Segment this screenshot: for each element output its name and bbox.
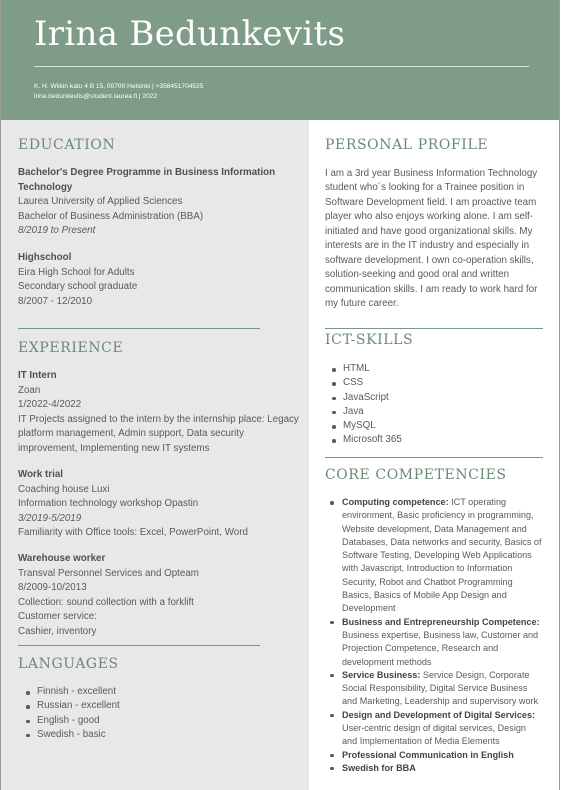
competencies-heading: CORE COMPETENCIES: [325, 467, 507, 483]
education-entry-bachelor: [18, 166, 280, 239]
list-item: MySQL: [331, 419, 402, 433]
education-school: Eira High School for Adults: [18, 266, 135, 278]
section-divider: [18, 328, 260, 329]
list-item: Finnish - excellent: [25, 685, 120, 699]
job-company: Transval Personnel Services and Opteam: [18, 567, 199, 579]
list-item: Russian - excellent: [25, 699, 120, 713]
profile-text: I am a 3rd year Business Information Technology student who´s looking for a Trainee position in Software Development field. I am proactive team player who also enjoys working alone. I am self-initiated and have good organizational skills. My interests are in the IT industry and especially in software development. I own co-operation skills, solution-seeking and good oral and written communication skills. I am ready to work hard for my future career.: [325, 168, 538, 310]
list-item: [325, 669, 543, 709]
ict-heading: ICT-SKILLS: [325, 332, 414, 348]
job-description: Customer service:: [18, 611, 97, 622]
list-item: English - good: [25, 714, 120, 728]
page-border-right: [559, 0, 560, 790]
education-dates: 8/2007 - 12/2010: [18, 295, 93, 307]
competencies-list: [325, 496, 543, 775]
section-divider: [325, 457, 543, 458]
page-border-left: [0, 0, 1, 790]
header-banner: [1, 0, 559, 120]
ict-skills-list: [331, 362, 402, 448]
job-description: IT Projects assigned to the intern by the internship place: Legacy platform management, Admin support, Data security improvement, Implementing new IT systems: [18, 413, 299, 454]
education-school: Laurea University of Applied Sciences: [18, 196, 183, 207]
list-item: Java: [331, 405, 402, 419]
education-degree: Bachelor's Degree Programme in Business Information Technology: [18, 167, 276, 193]
competency-text: Service Design, Corporate Social Responsibility, Digital Service Business and Marketing, Leadership and supervisory work: [342, 669, 539, 707]
list-item: [325, 496, 543, 616]
competency-label: Computing competence:: [342, 497, 449, 507]
list-item: HTML: [331, 362, 402, 376]
section-divider: [18, 645, 260, 646]
competency-text: ICT operating environment, Basic proficiency in programming, Website development, Data Management and Databases, Data networks and security, Basics of Software Testing, Developing Web Applications with Javascript, Introduction to Information Security, Robot and Chatbot Programming Basics, Basics of Mobile App Design and Development: [342, 497, 542, 614]
list-item: [325, 762, 543, 775]
profile-heading: PERSONAL PROFILE: [325, 137, 489, 153]
list-item: Microsoft 365: [331, 433, 402, 447]
education-heading: EDUCATION: [18, 137, 116, 153]
list-item: [325, 616, 543, 669]
education-qualification: Bachelor of Business Administration (BBA): [18, 210, 204, 222]
job-company: Zoan: [18, 384, 41, 396]
job-company: Coaching house Luxi: [18, 483, 110, 495]
contact-address-phone: K. H. Wiikin katu 4 B 15, 00700 Helsinki | +358451704525: [34, 83, 204, 90]
experience-heading: EXPERIENCE: [18, 340, 124, 356]
competency-label: Business and Entrepreneurship Competence:: [342, 616, 540, 627]
competency-label: Swedish for BBA: [342, 762, 416, 773]
education-dates: 8/2019 to Present: [18, 225, 96, 236]
job-dates: 8/2009-10/2013: [18, 582, 87, 593]
job-role: IT Intern: [18, 370, 57, 381]
languages-heading: LANGUAGES: [18, 656, 119, 672]
competency-text: User-centric design of digital services, Design and Implementation of Media Elements: [342, 723, 526, 747]
competency-label: Service Business:: [342, 669, 421, 680]
job-dates: 3/2019-5/2019: [18, 512, 82, 524]
list-item: [325, 709, 543, 749]
candidate-name: Irina Bedunkevits: [34, 14, 346, 54]
job-work-trial: [18, 468, 304, 541]
job-description: Cashier, inventory: [18, 625, 97, 637]
languages-list: [25, 685, 120, 742]
education-qualification: Secondary school graduate: [18, 281, 138, 292]
contact-email-year: irina.bedunkevits@student.laurea.fi | 2022: [34, 93, 158, 100]
list-item: [325, 749, 543, 762]
job-description: Collection: sound collection with a forklift: [18, 596, 194, 608]
education-entry-highschool: [18, 251, 280, 309]
job-description: Familiarity with Office tools: Excel, PowerPoint, Word: [18, 527, 248, 538]
job-it-intern: [18, 369, 304, 456]
competency-label: Professional Communication in English: [342, 749, 514, 760]
job-extra: Information technology workshop Opastin: [18, 498, 199, 509]
list-item: Swedish - basic: [25, 728, 120, 742]
header-divider: [34, 66, 529, 67]
job-dates: 1/2022-4/2022: [18, 399, 82, 410]
list-item: JavaScript: [331, 391, 402, 405]
list-item: CSS: [331, 376, 402, 390]
job-role: Work trial: [18, 469, 64, 480]
job-warehouse-worker: [18, 552, 304, 639]
competency-text: Business expertise, Business law, Customer and Projection Competence, Research and development methods: [342, 629, 539, 667]
section-divider: [325, 328, 543, 329]
competency-label: Design and Development of Digital Services:: [342, 709, 536, 720]
education-degree: Highschool: [18, 252, 72, 263]
job-role: Warehouse worker: [18, 553, 106, 564]
